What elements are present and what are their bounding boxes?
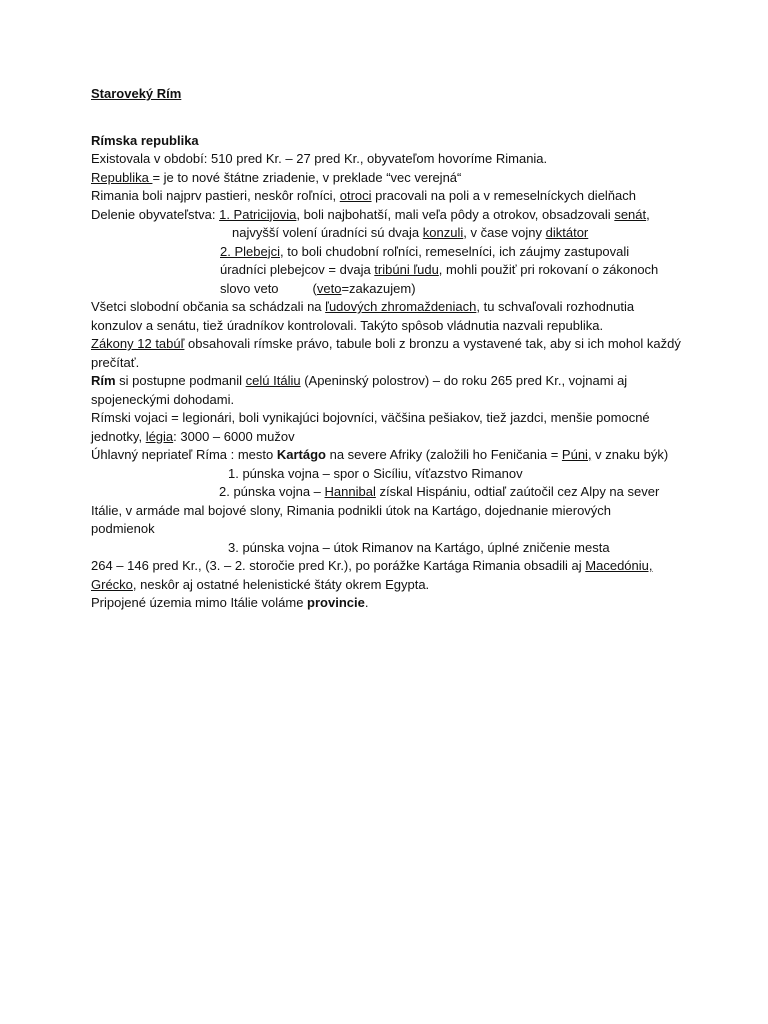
text-line-23: 264 – 146 pred Kr., (3. – 2. storočie pred Kr.), po porážke Kartága Rimania obsadili aj Macedóniu,	[91, 558, 653, 573]
text-line-2: Republika = je to nové štátne zriadenie, v preklade “vec verejná“	[91, 169, 462, 185]
text-line-9: Všetci slobodní občania sa schádzali na ľudových zhromaždeniach, tu schvaľovali rozhodnutia	[91, 299, 635, 314]
text-line-24: Grécko, neskôr aj ostatné helenistické štáty okrem Egypta.	[91, 576, 430, 592]
text-line-18: 1. púnska vojna – spor o Sicíliu, víťazstvo Rimanov	[228, 465, 523, 481]
term-legia: légia	[145, 428, 174, 444]
text-line-17: Úhlavný nepriateľ Ríma : mesto Kartágo na severe Afriky (založili ho Feničania = Púni, v znaku býk)	[91, 447, 669, 462]
text-line-20: Itálie, v armáde mal bojové slony, Rimania podnikli útok na Kartágo, dojednanie mierových	[91, 502, 612, 518]
text-line-15: Rímski vojaci = legionári, boli vynikajúci bojovníci, väčšina pešiakov, tiež jazdci, menšie pomocné	[91, 410, 650, 425]
term-veto: veto	[316, 280, 342, 296]
document-body	[91, 85, 691, 613]
term-republika: Republika	[91, 169, 153, 185]
term-provincie: provincie	[307, 595, 365, 610]
text-line-1: Existovala v období: 510 pred Kr. – 27 pred Kr., obyvateľom hovoríme Rimania.	[91, 151, 548, 166]
text-line-25: Pripojené územia mimo Itálie voláme provincie.	[91, 595, 369, 610]
text-line-13: Rím si postupne podmanil celú Itáliu (Apeninský polostrov) – do roku 265 pred Kr., vojnami aj	[91, 373, 628, 388]
term-plebejci: 2. Plebejci	[220, 243, 280, 259]
text-line-12: prečítať.	[91, 354, 140, 370]
term-puni: Púni,	[561, 447, 592, 462]
text-line-6: 2. Plebejci, to boli chudobní roľníci, remeselníci, ich záujmy zastupovali	[220, 243, 630, 259]
title-text: Staroveký Rím	[91, 86, 182, 101]
term-macedoniu: Macedóniu,	[585, 558, 653, 573]
term-grecko: Grécko	[91, 576, 133, 592]
text-line-22: 3. púnska vojna – útok Rimanov na Kartágo, úplné zničenie mesta	[228, 539, 610, 555]
term-patricijovia: 1. Patricijovia	[219, 206, 297, 222]
text-line-3: Rimania boli najprv pastieri, neskôr roľníci, otroci pracovali na poli a v remeselníckych dielňach	[91, 188, 636, 203]
section-title: Rímska republika	[91, 132, 199, 148]
term-konzuli: konzuli	[422, 225, 464, 240]
term-rim: Rím	[91, 373, 116, 388]
term-kartago: Kartágo	[276, 447, 326, 462]
text-line-7: úradníci plebejcov = dvaja tribúni ľudu, mohli použiť pri rokovaní o zákonoch	[220, 262, 659, 277]
text-line-14: spojeneckými dohodami.	[91, 391, 235, 407]
term-hannibal: Hannibal	[324, 484, 376, 499]
term-celu-italiu: celú Itáliu	[245, 373, 301, 388]
term-senat: senát	[614, 206, 647, 222]
term-otroci: otroci	[339, 188, 372, 203]
text-line-4: Delenie obyvateľstva: 1. Patricijovia, boli najbohatší, mali veľa pôdy a otrokov, obsadzovali senát,	[91, 206, 650, 222]
text-line-8: slovo veto (veto=zakazujem)	[220, 280, 416, 296]
term-tribuni-ludu: tribúni ľudu	[374, 262, 439, 277]
text-line-10: konzulov a senátu, tiež úradníkov kontrolovali. Takýto spôsob vládnutia nazvali republika.	[91, 317, 604, 333]
term-ludove-zhromazdenia: ľudových zhromaždeniach	[325, 299, 477, 314]
term-zakony-12-tabul: Zákony 12 tabúľ	[91, 336, 185, 351]
document-title	[91, 85, 691, 104]
text-line-19: 2. púnska vojna – Hannibal získal Hispániu, odtiaľ zaútočil cez Alpy na sever	[219, 484, 660, 499]
term-diktator: diktátor	[545, 225, 589, 240]
text-line-16: jednotky, légia: 3000 – 6000 mužov	[91, 428, 295, 444]
text-line-21: podmienok	[91, 521, 155, 536]
text-line-5: najvyšší volení úradníci sú dvaja konzuli, v čase vojny diktátor	[232, 225, 589, 240]
text-line-11: Zákony 12 tabúľ obsahovali rímske právo, tabule boli z bronzu a vystavené tak, aby si ich mohol každý	[91, 336, 681, 351]
